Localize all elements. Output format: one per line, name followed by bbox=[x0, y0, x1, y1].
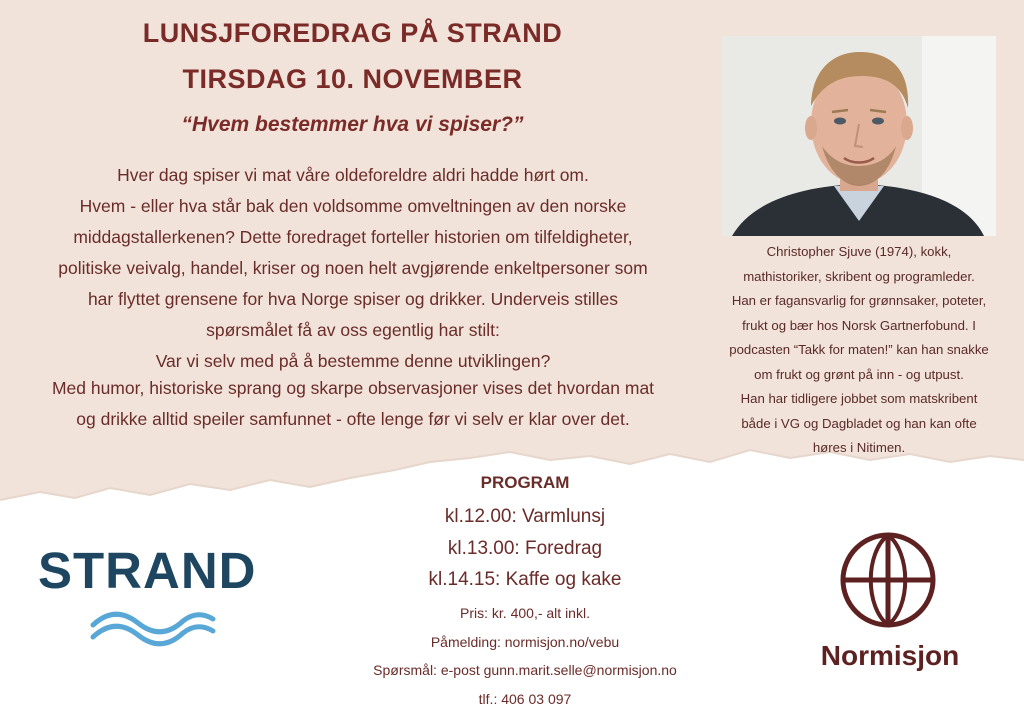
caption-line: både i VG og Dagbladet og han kan ofte bbox=[741, 415, 977, 431]
caption-line: frukt og bær hos Norsk Gartnerfobund. I bbox=[742, 317, 976, 333]
signup-text: Påmelding: normisjon.no/vebu bbox=[430, 634, 620, 650]
program-heading: PROGRAM bbox=[480, 473, 570, 492]
strand-wordmark: STRAND bbox=[38, 542, 257, 599]
description-line: Hver dag spiser vi mat våre oldeforeldre aldri hadde hørt om. bbox=[117, 165, 589, 185]
event-title: LUNSJFOREDRAG PÅ STRAND bbox=[142, 18, 563, 48]
description-line: Var vi selv med på å bestemme denne utviklingen? bbox=[155, 351, 551, 371]
description-line: middagstallerkenen? Dette foredraget forteller historien om tilfeldigheter, bbox=[73, 227, 633, 247]
description-line: spørsmålet få av oss egentlig har stilt: bbox=[206, 320, 500, 340]
description-line: og drikke alltid speiler samfunnet - ofte lenge før vi selv er klar over det. bbox=[76, 409, 630, 429]
caption-line: Christopher Sjuve (1974), kokk, bbox=[766, 244, 952, 259]
caption-line: mathistoriker, skribent og programleder. bbox=[743, 268, 975, 284]
program-item: kl.14.15: Kaffe og kake bbox=[428, 569, 622, 590]
price-text: Pris: kr. 400,- alt inkl. bbox=[460, 605, 590, 621]
caption-line: podcasten “Takk for maten!” kan han snakke bbox=[729, 342, 989, 357]
phone-text: tlf.: 406 03 097 bbox=[478, 691, 572, 707]
caption-line: om frukt og grønt på inn - og utpust. bbox=[754, 366, 964, 382]
speaker-photo bbox=[722, 36, 996, 236]
speaker-caption bbox=[706, 240, 1012, 461]
description-line: Med humor, historiske sprang og skarpe observasjoner vises det hvordan mat bbox=[51, 378, 655, 398]
description-paragraph-1 bbox=[18, 160, 688, 377]
description-line: politiske veivalg, handel, kriser og noen helt avgjørende enkeltpersoner som bbox=[58, 258, 648, 278]
normisjon-wordmark: Normisjon bbox=[820, 640, 960, 671]
wave-icon bbox=[38, 597, 268, 647]
contact-email-text: Spørsmål: e-post gunn.marit.selle@normisjon.no bbox=[373, 662, 677, 678]
description-paragraph-2 bbox=[18, 373, 688, 435]
program-item: kl.12.00: Varmlunsj bbox=[444, 506, 606, 527]
event-subtitle: “Hvem bestemmer hva vi spiser?” bbox=[181, 113, 524, 136]
program-item: kl.13.00: Foredrag bbox=[447, 538, 603, 559]
description-line: Hvem - eller hva står bak den voldsomme omveltningen av den norske bbox=[79, 196, 627, 216]
description-line: har flyttet grensene for hva Norge spiser og drikker. Underveis stilles bbox=[87, 289, 619, 309]
caption-line: Han har tidligere jobbet som matskribent bbox=[740, 391, 978, 406]
event-date: TIRSDAG 10. NOVEMBER bbox=[182, 64, 523, 94]
caption-line: Han er fagansvarlig for grønnsaker, poteter, bbox=[731, 293, 987, 308]
normisjon-logo bbox=[800, 528, 980, 678]
caption-line: høres i Nitimen. bbox=[812, 440, 906, 455]
strand-logo bbox=[38, 542, 268, 645]
globe-cross-icon bbox=[800, 528, 980, 638]
